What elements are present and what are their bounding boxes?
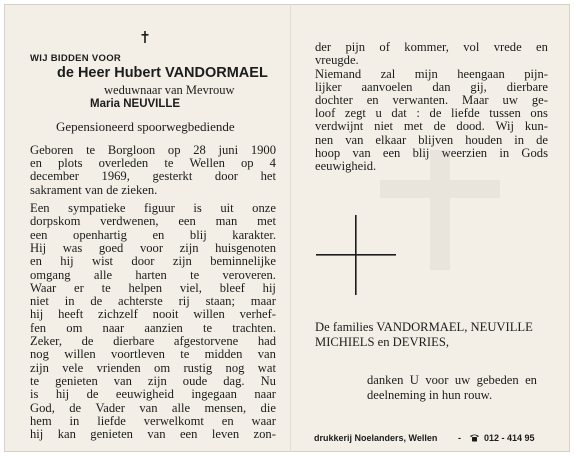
tribute-line: en hij wist door zijn beminnelijke (30, 254, 276, 269)
tribute-line: hij kan genieten van een leven zon- (30, 427, 276, 442)
card-fold (290, 4, 291, 452)
quote-line: loof zegt u dat : de liefde tussen ons (315, 106, 548, 121)
deceased-name: de Heer Hubert VANDORMAEL (57, 65, 268, 81)
tribute-line: nog willen voortleven te midden van (30, 347, 276, 362)
tribute-line: hem in liefde verwelkomt en waar (30, 413, 276, 428)
spouse-prefix: weduwnaar van Mevrouw (104, 83, 235, 97)
quote-line: hoop van een blij weerzien in Gods (315, 145, 548, 160)
quote-line: nen van elkaar blijven houden in de (315, 132, 548, 147)
bio-line: Geboren te Borgloon op 28 juni 1900 (30, 143, 276, 157)
tribute-line: niet in de achterste rij staan; maar (30, 294, 276, 309)
families-line: MICHIELS en DEVRIES, (315, 335, 449, 349)
tribute-line: Zeker, de dierbare afgestorvene had (30, 334, 276, 348)
tribute-line: te genieten van zijn oude dag. Nu (30, 373, 276, 388)
cross-icon (140, 31, 150, 43)
quote-line: Niemand zal mijn heengaan pijn- (315, 67, 548, 81)
thanks-line: danken U voor uw gebeden en (367, 373, 537, 387)
printer-separator: - (458, 433, 461, 443)
tribute-line: omgang alle harten te veroveren. (30, 267, 276, 282)
tribute-line: een openhartig en blij karakter. (30, 227, 276, 242)
tribute-line: zijn vele vrienden om rustig nog wat (30, 360, 276, 375)
printer-name: drukkerij Noelanders, Wellen (314, 433, 438, 443)
telephone-icon (469, 433, 480, 442)
bio-line: december 1969, gesterkt door het (30, 169, 276, 184)
bio-line: en plots overleden te Wellen op 4 (30, 156, 276, 171)
tribute-line: Hij was goed voor zijn huisgenoten (30, 240, 276, 255)
continued-line: vreugde. (315, 53, 359, 68)
tribute-line: fen om naar aanzien te trachten. (30, 320, 276, 335)
tribute-line: Waar er te helpen viel, bleef hij (30, 280, 276, 295)
tribute-line: Een sympatieke figuur is uit onze (30, 201, 276, 215)
tribute-line: dorpskom verdwenen, een man met (30, 214, 276, 229)
prayer-header: WIJ BIDDEN VOOR (30, 53, 122, 64)
spouse-name: Maria NEUVILLE (90, 98, 181, 110)
quote-line: dochter en verwanten. Maar uw ge- (315, 93, 548, 108)
quote-line: lijker aanvoelen dan gij, dierbare (315, 80, 548, 95)
families-line: De families VANDORMAEL, NEUVILLE (315, 320, 533, 334)
tribute-line: God, de Vader van alle mensen, die (30, 400, 276, 415)
quote-line: verdwijnt niet met de dood. Wij kun- (315, 119, 548, 134)
tribute-line: is hij de eeuwigheid ingegaan naar (30, 387, 276, 402)
tribute-line: hij heeft zichzelf nooit willen verhef- (30, 307, 276, 322)
thanks-line: deelneming in hun rouw. (367, 388, 493, 402)
occupation: Gepensioneerd spoorwegbediende (56, 119, 235, 134)
bio-line: sakrament van de zieken. (30, 182, 158, 197)
printer-phone: 012 - 414 95 (484, 433, 535, 443)
cross-icon-large (316, 215, 396, 295)
quote-line: eeuwigheid. (315, 158, 377, 173)
continued-line: der pijn of kommer, vol vrede en (315, 40, 548, 54)
